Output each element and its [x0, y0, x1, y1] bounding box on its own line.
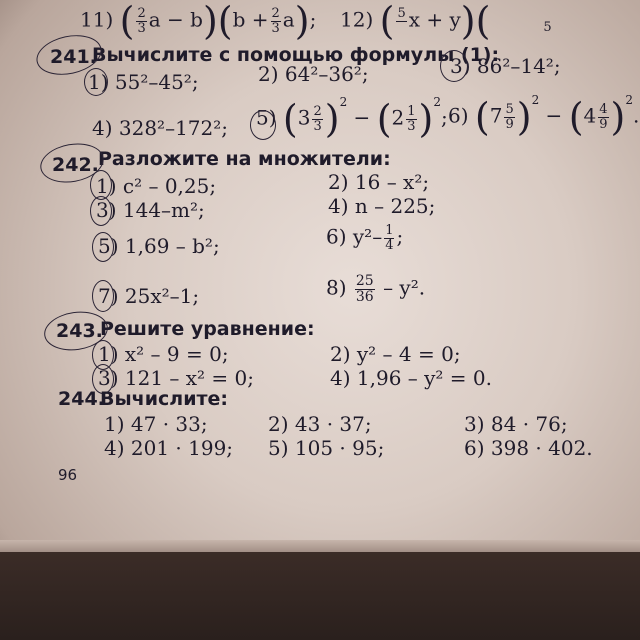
paren-close: )	[418, 97, 434, 141]
fraction	[543, 7, 551, 34]
exercise-241-item-6: 6) (7 $\frac{5}{9}$ )$^2$ − (4 $\frac{4}{9}$ )$^2$.	[448, 93, 640, 139]
fraction-num: 1	[407, 103, 416, 119]
exercise-243-item-2: 2) y² – 4 = 0;	[330, 342, 461, 366]
fraction	[384, 224, 394, 252]
exercise-242-item-1: 1) c² – 0,25;	[96, 174, 217, 198]
exercise-244-item-1: 1) 47 · 33;	[104, 412, 208, 436]
exercise-243-item-1: 1) x² – 9 = 0;	[98, 342, 229, 366]
exercise-242-title: Разложите на множители:	[98, 148, 391, 170]
paren-open: (	[119, 0, 135, 43]
exercise-241-item-5-label: 5)	[256, 105, 277, 130]
fraction-num	[545, 7, 549, 21]
fraction-den: 3	[271, 20, 280, 36]
fraction-num: 4	[599, 101, 608, 117]
fraction	[504, 103, 514, 131]
exponent: 2	[339, 95, 348, 109]
fraction-den: 3	[407, 118, 416, 134]
fraction-num: 1	[385, 223, 394, 238]
paren-open: (	[282, 97, 298, 141]
fraction-num: 5	[505, 101, 514, 117]
exponent: 2	[625, 93, 633, 107]
item-11-end: ;	[309, 7, 317, 32]
fraction-num: 5	[397, 5, 406, 21]
fraction	[355, 274, 375, 304]
exercise-244-item-6: 6) 398 · 402.	[464, 436, 593, 460]
exercise-242-item-2: 2) 16 – x²;	[328, 170, 430, 194]
paren-close: )	[516, 95, 532, 139]
fraction-den: 5	[543, 20, 552, 35]
item-12-cut	[490, 8, 541, 32]
fraction	[312, 105, 322, 133]
paren-close: )	[202, 0, 218, 43]
exercise-242-item-5: 5) 1,69 – b²;	[98, 234, 220, 258]
fraction	[406, 105, 416, 133]
exercise-244-item-2: 2) 43 · 37;	[268, 412, 372, 436]
dark-background	[0, 552, 640, 640]
exercise-241-title: Вычислите с помощью формулы (1):	[92, 44, 500, 66]
exercise-243-item-3: 3) 121 – x² = 0;	[98, 366, 255, 390]
paren-close: )	[460, 0, 476, 43]
exercise-244-item-3: 3) 84 · 76;	[464, 412, 568, 436]
paren-close: )	[324, 97, 340, 141]
fraction	[598, 103, 608, 131]
fraction-num: 25	[355, 273, 374, 289]
fraction-num: 2	[137, 5, 146, 21]
item-12	[340, 0, 554, 43]
pen-circle-242-7	[92, 280, 114, 312]
fraction-den	[400, 22, 404, 36]
exercise-241-item-5: 5) (3 $\frac{2}{3}$ )$^2$ − (2 $\frac{1}{3}$ )$^2$;	[256, 95, 448, 141]
exercise-241-item-6-label: 6)	[448, 103, 469, 128]
exercise-242-item-4: 4) n – 225;	[328, 194, 436, 218]
fraction-den: 3	[313, 118, 322, 134]
fraction	[136, 7, 146, 35]
paren-open: (	[568, 95, 584, 139]
exponent: 2	[531, 93, 540, 107]
paren-open: (	[474, 95, 490, 139]
fraction-den: 3	[137, 20, 146, 36]
exercise-244-title: Вычислите:	[100, 388, 229, 410]
paren-open: (	[217, 0, 233, 43]
exercise-242-item-3: 3) 144–m²;	[96, 198, 205, 222]
exercise-243-item-4: 4) 1,96 – y² = 0.	[330, 366, 493, 390]
exercise-243-number: 243.	[56, 320, 103, 342]
exercise-242-item-7: 7) 25x²–1;	[98, 284, 200, 308]
exercise-242-item-8	[326, 274, 425, 304]
exercise-241-item-1: 1) 55²–45²;	[88, 70, 199, 94]
fraction-num: 2	[313, 103, 322, 119]
fraction-den: 9	[599, 116, 608, 132]
exercise-241-item-3: 3) 86²–14²;	[450, 54, 561, 78]
exercise-242-number: 242.	[52, 154, 99, 176]
paren-close: )	[610, 95, 626, 139]
fraction	[271, 7, 281, 35]
exercise-243-title: Решите уравнение:	[100, 318, 315, 340]
pen-circle-241-1	[84, 68, 108, 96]
exercise-241-item-6-end: .	[633, 103, 640, 128]
item-11	[80, 0, 317, 43]
pen-circle-242-5	[92, 232, 114, 262]
paren-close: )	[294, 0, 310, 43]
exercise-242-item-8-tail: – y².	[383, 275, 426, 300]
exercise-241-item-4: 4) 328²–172²;	[92, 116, 229, 140]
exercise-242-item-8-label: 8)	[326, 275, 347, 300]
exercise-241-number: 241.	[50, 46, 97, 68]
item-12-term: x + y	[408, 7, 461, 32]
exponent: 2	[433, 95, 441, 109]
paren-open: (	[376, 97, 392, 141]
exercise-244-item-4: 4) 201 · 199;	[104, 436, 234, 460]
item-11-term-a: a − b	[148, 7, 203, 32]
exercise-242-item-6: 6) y²– $\frac{1}{4}$ ;	[326, 223, 404, 253]
pen-circle-242-3	[90, 196, 112, 226]
fraction-den: 36	[355, 288, 374, 305]
fraction-den: 4	[385, 237, 394, 253]
fraction-num: 2	[271, 5, 280, 21]
paren-open: (	[379, 0, 395, 43]
exercise-244-number: 244.	[58, 388, 105, 410]
fraction	[396, 7, 406, 35]
exercise-244-item-5: 5) 105 · 95;	[268, 436, 385, 460]
exercise-242-item-6-label: 6) y²–	[326, 224, 383, 249]
paren-open: (	[475, 0, 491, 43]
pen-circle-241-5	[250, 110, 276, 140]
exercise-241-item-5-end: ;	[441, 105, 448, 130]
fraction-den: 9	[505, 116, 514, 132]
exercise-241-item-2: 2) 64²–36²;	[258, 62, 369, 86]
item-11-label: 11)	[80, 7, 114, 32]
pen-circle-241-3	[440, 50, 468, 82]
item-11-term-b: b +	[232, 7, 269, 32]
page-number: 96	[58, 466, 78, 484]
item-11-term-c: a	[282, 7, 295, 32]
item-12-label: 12)	[340, 7, 374, 32]
